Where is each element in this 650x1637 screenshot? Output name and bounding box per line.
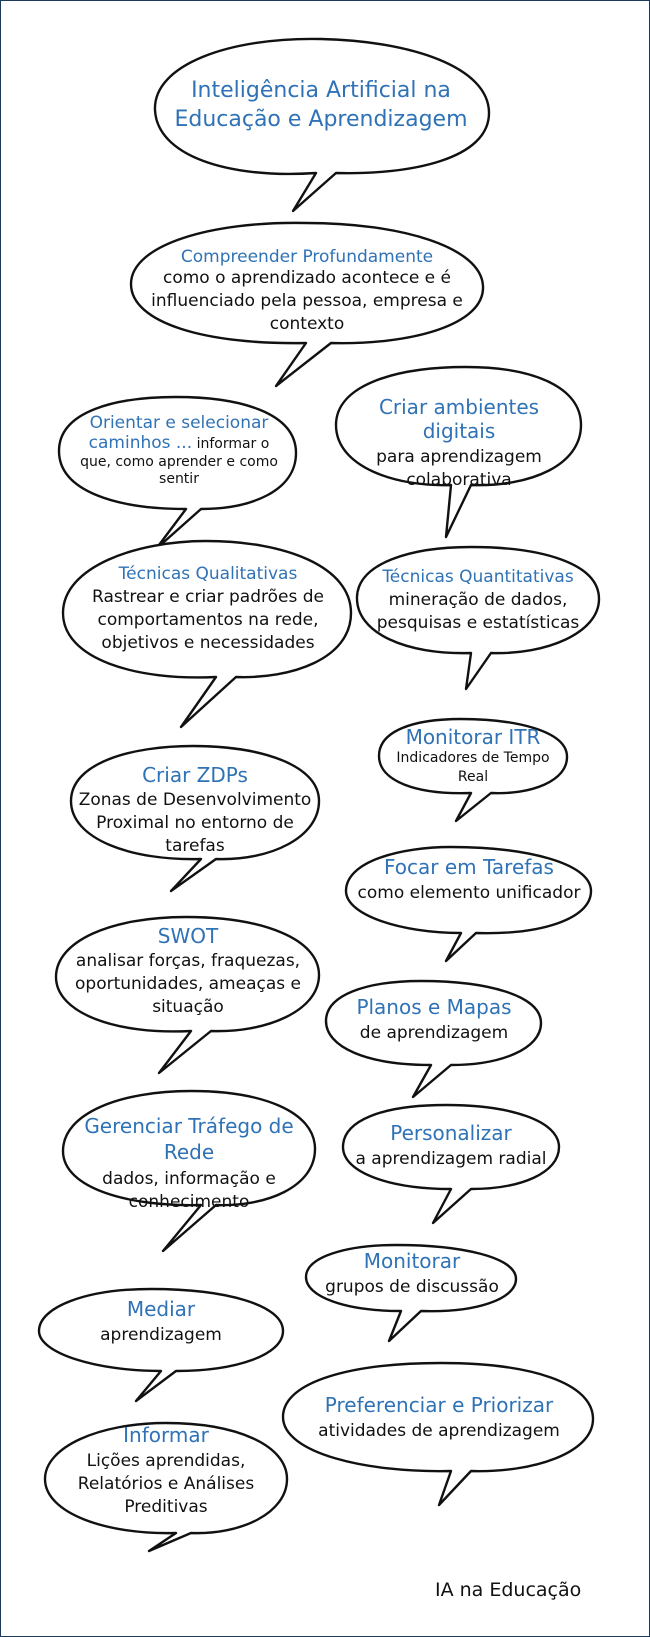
trafego-body: dados, informação e conhecimento <box>102 1169 276 1212</box>
bubble-orientar-text <box>73 413 285 487</box>
bubble-preferenciar-text <box>295 1393 583 1443</box>
bubble-planos-text <box>333 995 535 1045</box>
orientar-body: informar o que, como aprender e como sentir <box>80 436 278 487</box>
mediar-title: Mediar <box>126 1297 196 1321</box>
monitorar-title: Monitorar <box>363 1249 461 1273</box>
bubble-swot-text <box>61 924 315 1019</box>
quantitativas-title: Técnicas Quantitativas <box>382 567 574 587</box>
swot-title: SWOT <box>157 924 219 948</box>
itr-body: Indicadores de Tempo Real <box>396 750 550 785</box>
bubble-compreender-text <box>139 247 475 336</box>
orientar-title: Orientar e selecionar caminhos ... <box>88 413 269 454</box>
planos-body: de aprendizagem <box>359 1023 509 1043</box>
ambientes-title: Criar ambientes digitais <box>378 395 540 443</box>
informar-body: Lições aprendidas, Relatórios e Análises Preditivas <box>77 1451 255 1517</box>
trafego-title: Gerenciar Tráfego de Rede <box>84 1114 294 1164</box>
compreender-body: como o aprendizado acontece e é influenciado pela pessoa, empresa e contexto <box>151 268 463 335</box>
zdps-body: Zonas de Desenvolvimento Proximal no entorno de tarefas <box>78 790 312 856</box>
swot-body: analisar forças, fraquezas, oportunidades, ameaças e situação <box>75 951 301 1017</box>
monitorar-body: grupos de discussão <box>325 1277 499 1297</box>
informar-title: Informar <box>123 1423 209 1447</box>
ambientes-body: para aprendizagem colaborativa <box>376 447 542 490</box>
bubble-monitorar-text <box>313 1249 511 1299</box>
bubble-zdps-text <box>73 763 317 858</box>
footer-caption: IA na Educação <box>435 1579 582 1601</box>
mediar-body: aprendizagem <box>100 1325 222 1345</box>
tarefas-body: como elemento unificador <box>357 883 581 903</box>
bubble-qualitativas-text <box>75 564 341 655</box>
preferenciar-body: atividades de aprendizagem <box>318 1421 560 1441</box>
personalizar-body: a aprendizagem radial <box>355 1149 547 1169</box>
qualitativas-title: Técnicas Qualitativas <box>118 564 298 584</box>
bubble-personalizar-text <box>347 1121 555 1171</box>
planos-title: Planos e Mapas <box>356 995 512 1019</box>
itr-title: Monitorar ITR <box>405 725 541 749</box>
personalizar-title: Personalizar <box>390 1121 512 1145</box>
zdps-title: Criar ZDPs <box>142 763 248 787</box>
bubble-main-text <box>161 77 481 134</box>
bubble-trafego-text <box>77 1113 301 1214</box>
quantitativas-body: mineração de dados, pesquisas e estatísticas <box>376 590 580 634</box>
bubble-informar-text <box>65 1423 267 1519</box>
bubble-itr-text <box>386 725 560 787</box>
bubble-mediar-text <box>61 1297 261 1347</box>
preferenciar-title: Preferenciar e Priorizar <box>324 1393 554 1417</box>
bubble-quantitativas-text <box>361 567 595 635</box>
compreender-title: Compreender Profundamente <box>180 247 434 267</box>
tarefas-title: Focar em Tarefas <box>384 855 554 879</box>
main-title: Inteligência Artificial na Educação e Aprendizagem <box>174 78 468 132</box>
qualitativas-body: Rastrear e criar padrões de comportamentos na rede, objetivos e necessidades <box>92 587 324 654</box>
bubble-ambientes-text <box>341 395 577 492</box>
bubble-tarefas-text <box>353 855 585 905</box>
